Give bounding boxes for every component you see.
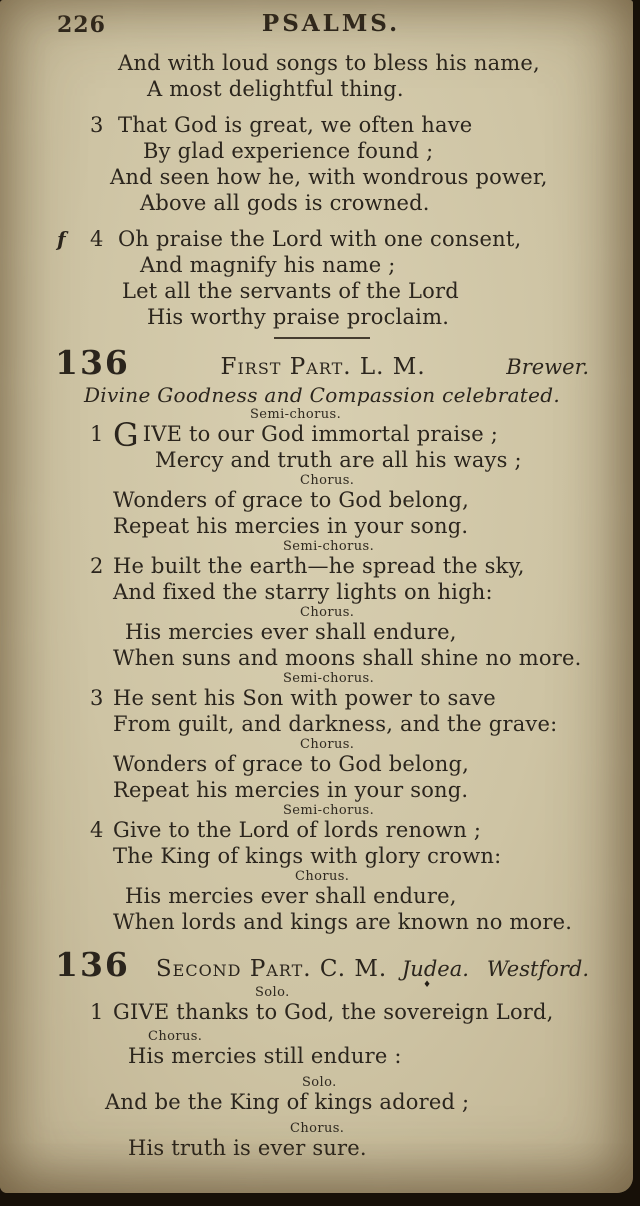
section-divider [274, 337, 370, 339]
hymn-continuation [55, 50, 589, 330]
verse-line: 3 He sent his Son with power to save [90, 686, 496, 710]
verse-number: 3 [90, 113, 104, 137]
verse-line: His truth is ever sure. [128, 1136, 367, 1160]
page-header-row [55, 10, 589, 44]
hymn-number: 136 [55, 343, 130, 382]
verse-line: 4 Give to the Lord of lords renown ; [90, 818, 482, 842]
hymn-136-first-header [55, 345, 589, 381]
section-label: Semi-chorus. [283, 539, 375, 554]
hymn-tune-name: Westford. [486, 957, 589, 981]
page-title: PSALMS. [261, 10, 401, 37]
hymn-tune-names [402, 957, 589, 981]
tune-mark-icon: ♦ [423, 980, 432, 990]
drop-cap: G [113, 416, 139, 454]
verse-line: And seen how he, with wondrous power, [110, 165, 548, 189]
section-label: Chorus. [300, 605, 355, 620]
verse-line: When lords and kings are known no more. [113, 910, 573, 934]
verse-line: And with loud songs to bless his name, [118, 51, 540, 75]
verse-line: Repeat his mercies in your song. [113, 514, 469, 538]
verse-line: Above all gods is crowned. [140, 191, 430, 215]
section-label: Solo. [302, 1075, 337, 1090]
hymn-136-second-body [55, 986, 589, 1161]
section-label: Chorus. [295, 869, 350, 884]
section-label: Chorus. [300, 737, 355, 752]
verse-number: 1 [90, 1000, 104, 1024]
hymn-tune-name: Brewer. [506, 355, 589, 379]
verse-line: And magnify his name ; [140, 253, 396, 277]
verse-line: Let all the servants of the Lord [122, 279, 459, 303]
section-label: Chorus. [148, 1029, 203, 1044]
section-label: Semi-chorus. [283, 671, 375, 686]
hymn-subtitle: Divine Goodness and Compassion celebrated. [83, 383, 561, 407]
verse-line: The King of kings with glory crown: [113, 844, 502, 868]
verse-line: By glad experience found ; [143, 139, 434, 163]
verse-line: His worthy praise proclaim. [147, 305, 450, 329]
verse-line: And fixed the starry lights on high: [113, 580, 493, 604]
verse-line: His mercies ever shall endure, [125, 884, 457, 908]
verse-line: His mercies ever shall endure, [125, 620, 457, 644]
verse-line: His mercies still endure : [128, 1044, 402, 1068]
hymn-136-second-header [55, 945, 589, 990]
section-label: Chorus. [300, 473, 355, 488]
page-number: 226 [57, 12, 106, 38]
verse-line: A most delightful thing. [147, 77, 404, 101]
verse-line: 1 GIVE thanks to God, the sovereign Lord, [90, 1000, 554, 1024]
verse-line: And be the King of kings adored ; [105, 1090, 470, 1114]
section-label: Chorus. [290, 1121, 345, 1136]
hymn-number: 136 [55, 945, 130, 984]
verse-number: 4 [90, 227, 104, 251]
verse-line: From guilt, and darkness, and the grave: [113, 712, 558, 736]
hymn-part-meter: Second Part. C. M. [155, 956, 388, 982]
section-label: Solo. [255, 985, 290, 1000]
verse-line: 3 That God is great, we often have [90, 113, 473, 137]
verse-number: 2 [90, 554, 104, 578]
verse-line: 1 G IVE to our God immortal praise ; [90, 416, 499, 454]
verse-number: 1 [90, 422, 104, 446]
verse-line: When suns and moons shall shine no more. [113, 646, 582, 670]
section-label: Semi-chorus. [250, 407, 342, 422]
verse-line: Mercy and truth are all his ways ; [155, 448, 522, 472]
verse-line: 2 He built the earth—he spread the sky, [90, 554, 525, 578]
verse-line: Wonders of grace to God belong, [113, 488, 470, 512]
hymn-part-meter: First Part. L. M. [220, 354, 426, 380]
verse-line: Wonders of grace to God belong, [113, 752, 470, 776]
section-label: Semi-chorus. [283, 803, 375, 818]
verse-number: 3 [90, 686, 104, 710]
dynamics-marker: f [57, 227, 66, 251]
verse-line: Repeat his mercies in your song. [113, 778, 469, 802]
verse-number: 4 [90, 818, 104, 842]
hymn-136-first-body [55, 408, 589, 935]
hymn-tune-name: Judea. [401, 957, 469, 981]
verse-line: f 4 Oh praise the Lord with one consent, [57, 227, 522, 251]
